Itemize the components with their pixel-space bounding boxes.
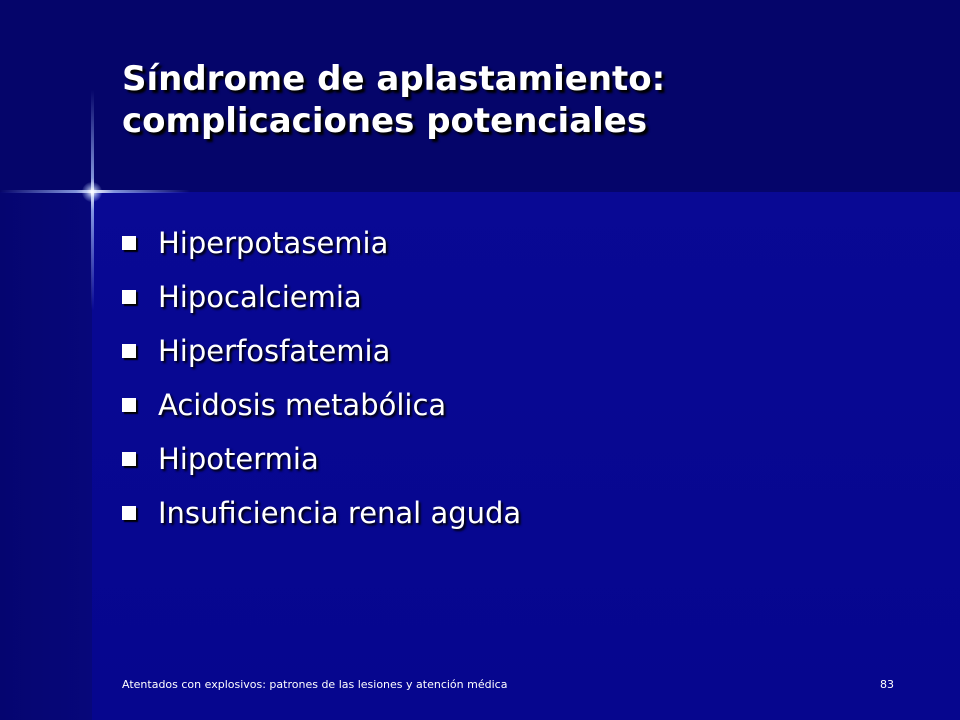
slide-title-line-1: Síndrome de aplastamiento: — [122, 59, 666, 99]
left-band — [0, 192, 92, 720]
square-bullet-icon — [122, 398, 136, 412]
bullet-text: Insuficiencia renal aguda — [158, 496, 522, 530]
slide-footer: Atentados con explosivos: patrones de las lesiones y atención médica — [122, 678, 508, 691]
star-flare-icon — [82, 182, 102, 202]
bullet-text: Hiperfosfatemia — [158, 334, 391, 368]
bullet-text: Acidosis metabólica — [158, 388, 447, 422]
square-bullet-icon — [122, 236, 136, 250]
bullet-text: Hipotermia — [158, 442, 319, 476]
page-number: 83 — [880, 678, 894, 691]
bullet-item — [122, 378, 521, 432]
square-bullet-icon — [122, 506, 136, 520]
bullet-item — [122, 324, 521, 378]
bullet-item — [122, 270, 521, 324]
bullet-text: Hipocalciemia — [158, 280, 362, 314]
square-bullet-icon — [122, 344, 136, 358]
bullet-list — [122, 216, 521, 540]
square-bullet-icon — [122, 452, 136, 466]
bullet-item — [122, 216, 521, 270]
slide-title — [122, 58, 922, 142]
square-bullet-icon — [122, 290, 136, 304]
bullet-item — [122, 486, 521, 540]
bullet-item — [122, 432, 521, 486]
bullet-text: Hiperpotasemia — [158, 226, 389, 260]
slide-title-line-2: complicaciones potenciales — [122, 101, 648, 141]
